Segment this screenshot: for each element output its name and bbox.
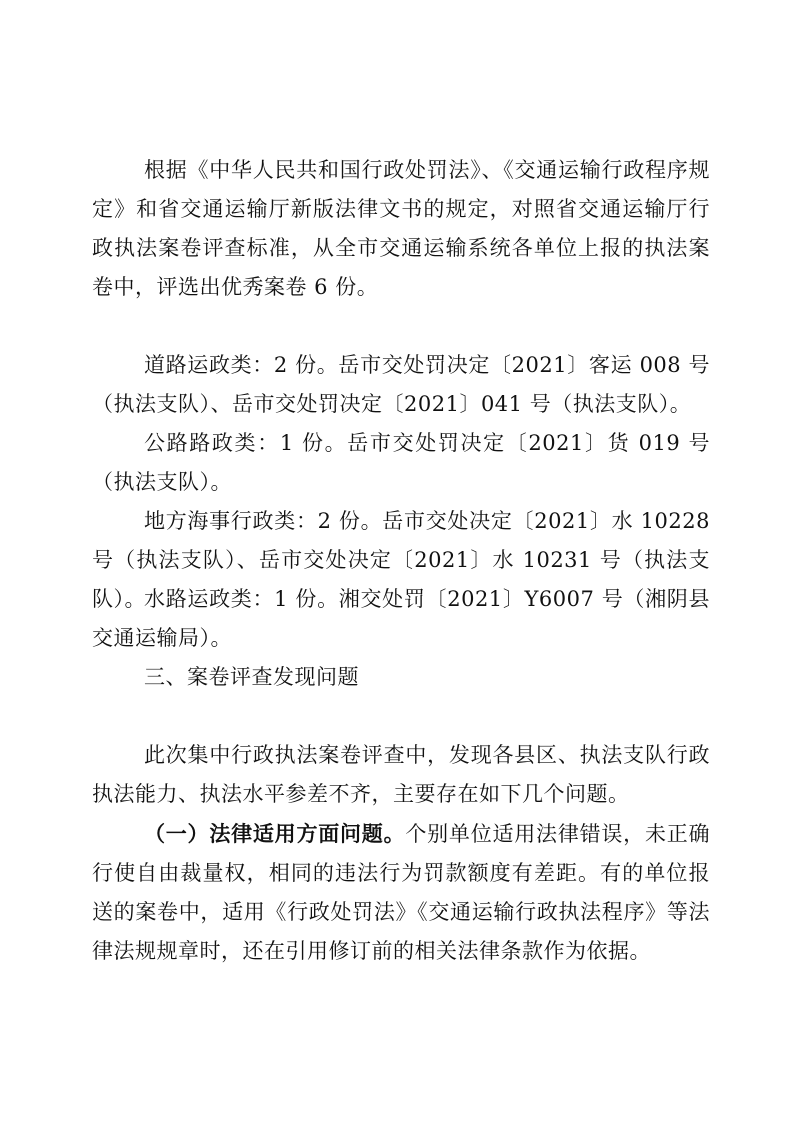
- paragraph-review-summary: [92, 736, 710, 814]
- paragraph-waterway-transport: 水路运政类：1 份。湘交处罚〔2021〕Y6007 号（湘阴县交通运输局）。: [92, 587, 710, 650]
- section-heading: 三、案卷评查发现问题: [144, 665, 359, 689]
- paragraph-legal-issues-body: 个别单位适用法律错误，未正确行使自由裁量权，相同的违法行为罚款额度有差距。有的单位报送的案卷中，适用《行政处罚法》《交通运输行政执法程序》等法律法规规章时，还在引用修订前的相关法律条款作为依据。: [92, 822, 710, 963]
- paragraph-maritime-admin: 地方海事行政类：2 份。岳市交处决定〔2021〕水 10228 号（执法支队）、岳市交处决定〔2021〕水 10231 号（执法支队）。: [92, 509, 710, 611]
- paragraph-highway-admin: 公路路政类：1 份。岳市交处罚决定〔2021〕货 019 号（执法支队）。: [92, 431, 710, 494]
- paragraph-intro: 根据《中华人民共和国行政处罚法》、《交通运输行政程序规定》和省交通运输厅新版法律文书的规定，对照省交通运输厅行政执法案卷评查标准，从全市交通运输系统各单位上报的执法案卷中，评选出优秀案卷 6 份。: [92, 158, 710, 299]
- paragraph-review-summary-text: 此次集中行政执法案卷评查中，发现各县区、执法支队行政执法能力、执法水平参差不齐，主要存在如下几个问题。: [92, 743, 710, 806]
- paragraph-road-transport: 道路运政类：2 份。岳市交处罚决定〔2021〕客运 008 号（执法支队）、岳市交处罚决定〔2021〕041 号（执法支队）。: [92, 353, 710, 416]
- paragraph-legal-issues-lead: （一）法律适用方面问题。: [144, 821, 406, 846]
- paragraph-legal-issues: [92, 814, 710, 971]
